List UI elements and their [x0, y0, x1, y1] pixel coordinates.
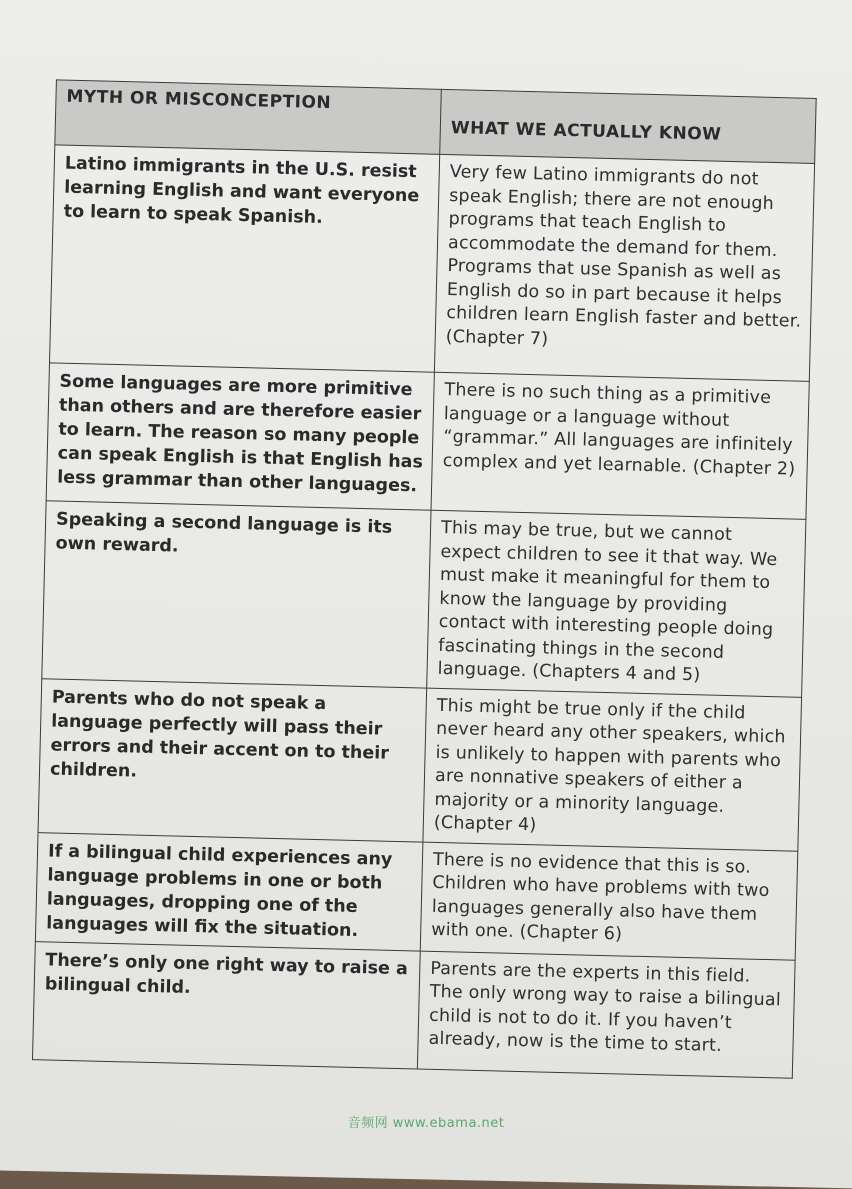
myth-cell: Speaking a second language is its own reward.: [42, 501, 431, 688]
myth-table: [32, 79, 817, 1078]
table-row: [42, 501, 806, 697]
myth-cell: If a bilingual child experiences any language problems in one or both languages, dropping one of the languages will fix the situation.: [35, 832, 423, 950]
fact-cell: Very few Latino immigrants do not speak English; there are not enough programs that teach English to accommodate the demand for them. Programs that use Spanish as well as English do so in part because it helps children learn English faster and better. (Chapter 7): [434, 154, 814, 381]
fact-cell: There is no such thing as a primitive language or a language without “grammar.” All languages are infinitely complex and yet learnable. (Chapter 2): [431, 372, 809, 519]
fact-cell: This may be true, but we cannot expect children to see it that way. We must make it meaningful for them to know the language by providing contact with interesting people doing fascinating things in the second language. (Chapters 4 and 5): [427, 510, 806, 697]
myth-cell: Parents who do not speak a language perfectly will pass their errors and their accent on to their children.: [38, 678, 427, 841]
table-row: [38, 678, 802, 851]
myth-cell: Latino immigrants in the U.S. resist learning English and want everyone to learn to speak Spanish.: [50, 145, 440, 372]
site-watermark: 音频网 www.ebama.net: [347, 1116, 505, 1131]
fact-cell: Parents are the experts in this field. The only wrong way to raise a bilingual child is not to do it. If you haven’t already, now is the time to start.: [417, 951, 795, 1078]
header-myth: MYTH OR MISCONCEPTION: [55, 80, 441, 154]
myth-table-wrapper: [32, 79, 816, 1078]
table-row: [50, 145, 815, 382]
table-row: [46, 363, 809, 520]
table-row: [32, 941, 795, 1078]
fact-cell: This might be true only if the child never heard any other speakers, which is unlikely to happen with parents who are nonnative speakers of either a majority or a minority language. (Chapter 4): [423, 688, 802, 851]
table-row: [35, 832, 797, 960]
fact-cell: There is no evidence that this is so. Children who have problems with two languages generally also have them with one. (Chapter 6): [420, 842, 798, 960]
myth-cell: There’s only one right way to raise a bilingual child.: [32, 941, 420, 1068]
header-fact: WHAT WE ACTUALLY KNOW: [440, 89, 816, 163]
myth-cell: Some languages are more primitive than others and are therefore easier to learn. The reason so many people can speak English is that English has less grammar than other languages.: [46, 363, 434, 510]
